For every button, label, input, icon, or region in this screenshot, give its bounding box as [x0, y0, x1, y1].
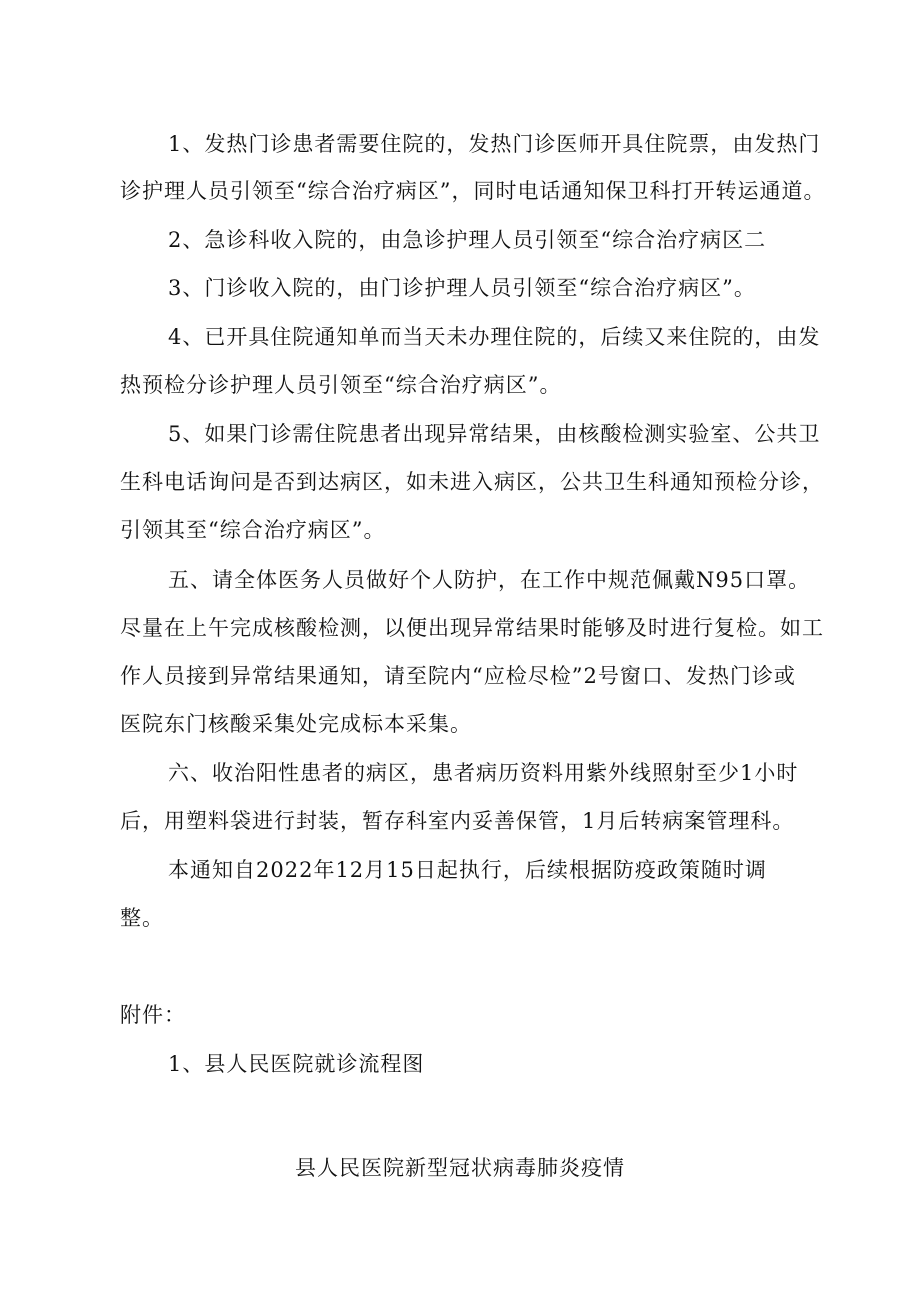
- paragraph-7-line-1: 六、收治阳性患者的病区，患者病历资料用紫外线照射至少1小时: [168, 761, 799, 785]
- paragraph-2-line-1: 2、急诊科收入院的，由急诊护理人员引领至“综合治疗病区二: [168, 228, 767, 252]
- paragraph-3-line-1: 3、门诊收入院的，由门诊护理人员引领至“综合治疗病区”。: [168, 276, 756, 300]
- paragraph-8-line-1: 本通知自2022年12月15日起执行，后续根据防疫政策随时调: [168, 858, 767, 882]
- flowchart-title: 县人民医院新型冠状病毒肺炎疫情: [295, 1156, 625, 1180]
- paragraph-4-line-2: 热预检分诊护理人员引领至“综合治疗病区”。: [120, 373, 562, 397]
- paragraph-7-line-2: 后，用塑料袋进行封装，暂存科室内妥善保管，1月后转病案管理科。: [120, 809, 795, 833]
- paragraph-6-line-2: 尽量在上午完成核酸检测，以便出现异常结果时能够及时进行复检。如工: [120, 616, 824, 640]
- paragraph-6-line-4: 医院东门核酸采集处完成标本采集。: [120, 712, 472, 736]
- paragraph-1-line-1: 1、发热门诊患者需要住院的，发热门诊医师开具住院票，由发热门: [168, 132, 821, 156]
- paragraph-5-line-3: 引领其至“综合治疗病区”。: [120, 518, 386, 542]
- paragraph-1-line-2: 诊护理人员引领至“综合治疗病区”，同时电话通知保卫科打开转运通道。: [120, 179, 826, 203]
- paragraph-6-line-3: 作人员接到异常结果通知，请至院内“应检尽检”2号窗口、发热门诊或: [120, 664, 796, 688]
- paragraph-5-line-2: 生科电话询问是否到达病区，如未进入病区，公共卫生科通知预检分诊，: [120, 470, 824, 494]
- paragraph-4-line-1: 4、已开具住院通知单而当天未办理住院的，后续又来住院的，由发: [168, 325, 821, 349]
- attachment-item-1: 1、县人民医院就诊流程图: [168, 1052, 425, 1076]
- paragraph-6-line-1: 五、请全体医务人员做好个人防护，在工作中规范佩戴N95口罩。: [168, 568, 811, 592]
- paragraph-5-line-1: 5、如果门诊需住院患者出现异常结果，由核酸检测实验室、公共卫: [168, 422, 821, 446]
- paragraph-8-line-2: 整。: [120, 906, 164, 930]
- attachment-heading: 附件：: [120, 1003, 186, 1027]
